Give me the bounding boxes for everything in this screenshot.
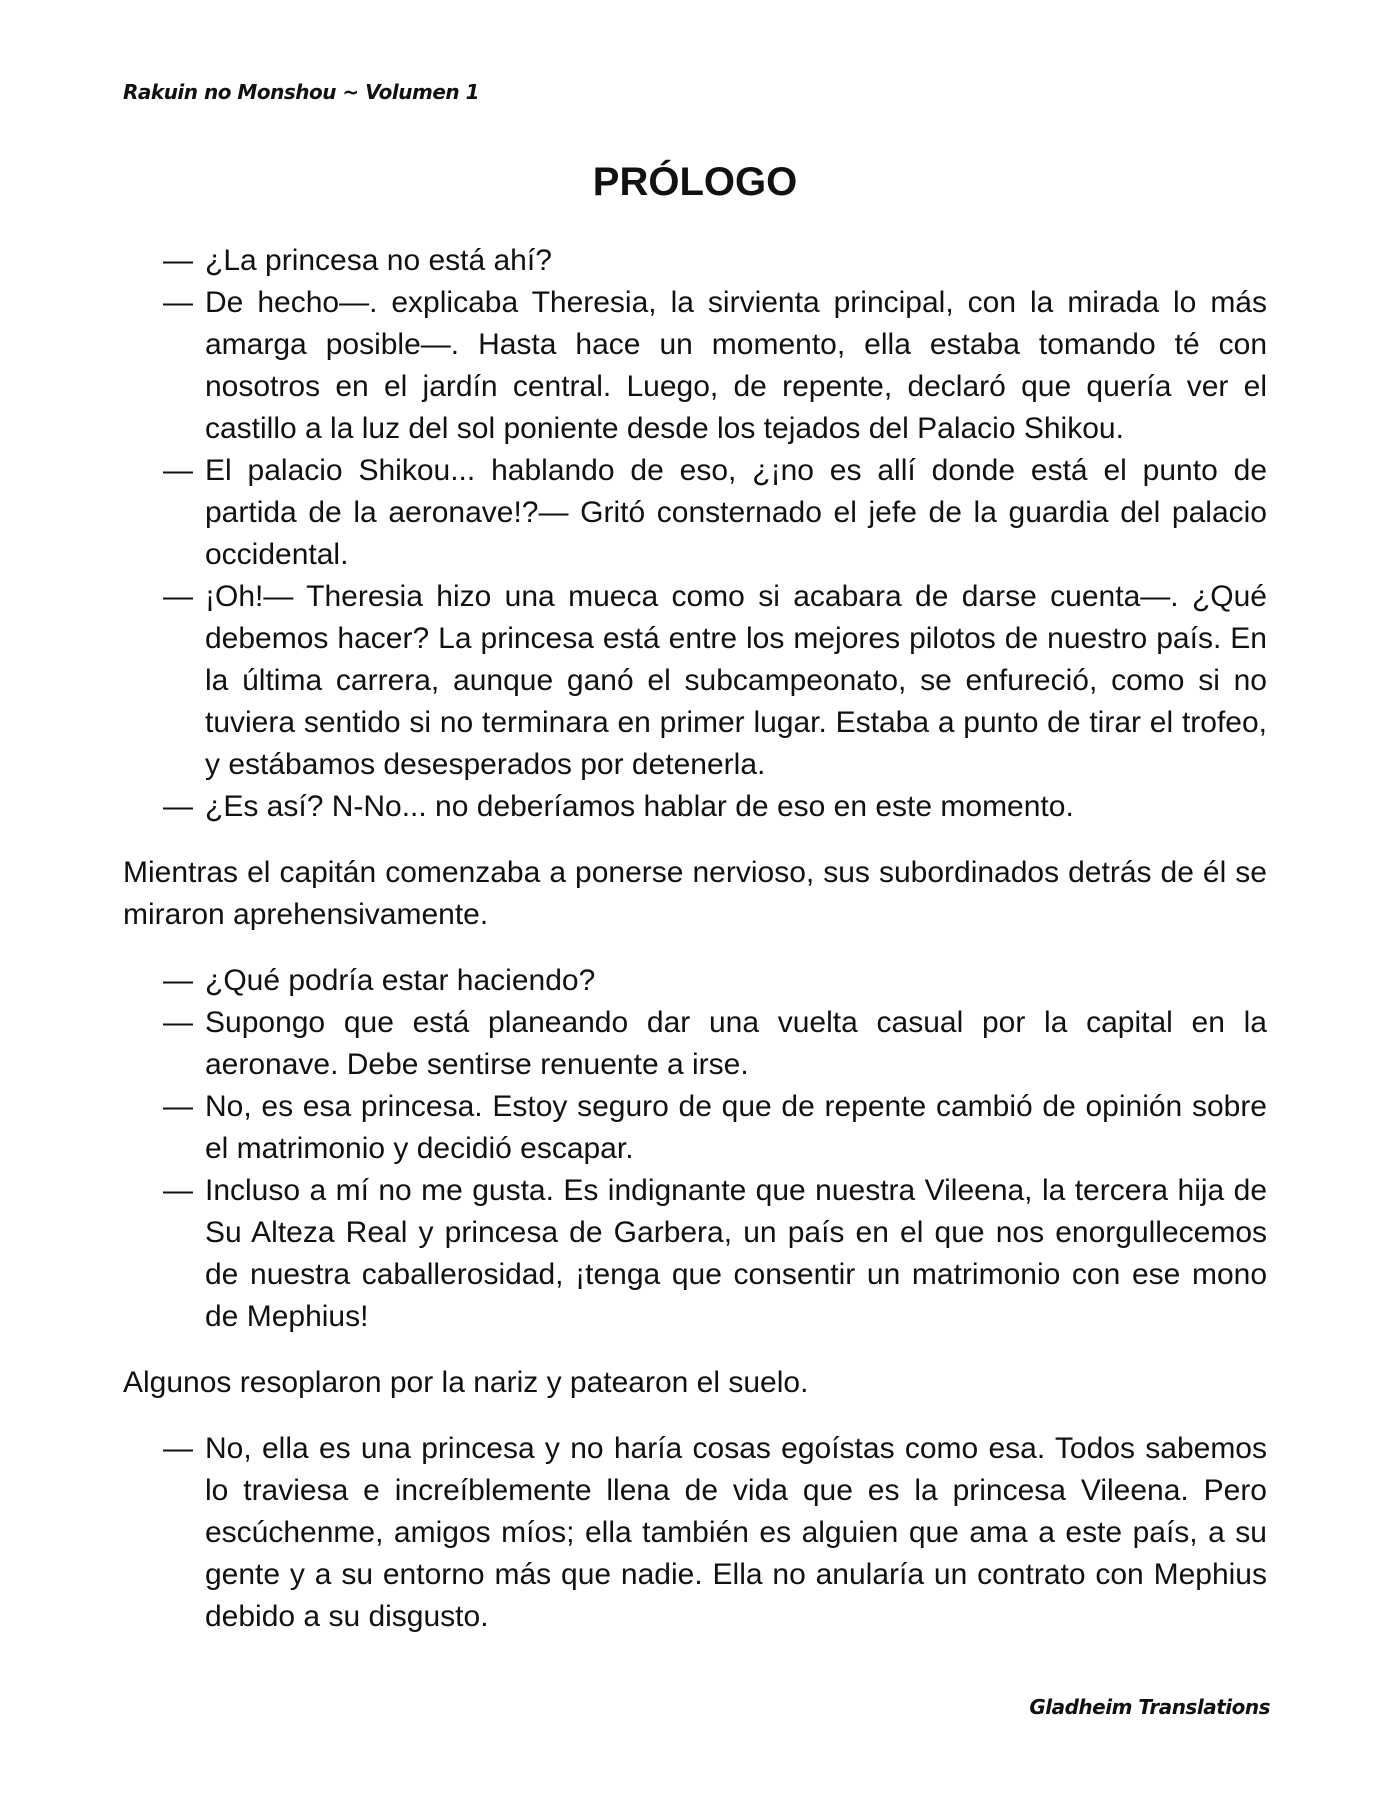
dialogue-line: — ¿Qué podría estar haciendo? [123, 960, 1267, 1002]
running-footer: Gladheim Translations [1029, 1695, 1270, 1719]
paragraph-gap [123, 828, 1267, 852]
paragraph-gap [123, 1338, 1267, 1362]
page-body [123, 240, 1267, 1638]
narration-paragraph: Mientras el capitán comenzaba a ponerse nervioso, sus subordinados detrás de él se miraron aprehensivamente. [123, 856, 1267, 931]
dialogue-dash: — [163, 1006, 193, 1039]
dialogue-line: — Supongo que está planeando dar una vuelta casual por la capital en la aeronave. Debe sentirse renuente a irse. [123, 1002, 1267, 1086]
narration-paragraph: Algunos resoplaron por la nariz y patearon el suelo. [123, 1366, 809, 1399]
dialogue-dash: — [163, 1174, 193, 1207]
dialogue-line: — El palacio Shikou... hablando de eso, ¿¡no es allí donde está el punto de partida de la aeronave!?— Gritó consternado el jefe de la guardia del palacio occidental. [123, 450, 1267, 576]
dialogue-line: — No, es esa princesa. Estoy seguro de que de repente cambió de opinión sobre el matrimonio y decidió escapar. [123, 1086, 1267, 1170]
dialogue-dash: — [163, 580, 193, 613]
dialogue-line: — De hecho—. explicaba Theresia, la sirvienta principal, con la mirada lo más amarga posible—. Hasta hace un momento, ella estaba tomando té con nosotros en el jardín central. Luego, de repente, declaró que quería ver el castillo a la luz del sol poniente desde los tejados del Palacio Shikou. [123, 282, 1267, 450]
paragraph-gap [123, 936, 1267, 960]
dialogue-dash: — [163, 244, 193, 277]
dialogue-dash: — [163, 1090, 193, 1123]
dialogue-line: — No, ella es una princesa y no haría cosas egoístas como esa. Todos sabemos lo traviesa e increíblemente llena de vida que es la princesa Vileena. Pero escúchenme, amigos míos; ella también es alguien que ama a este país, a su gente y a su entorno más que nadie. Ella no anularía un contrato con Mephius debido a su disgusto. [123, 1428, 1267, 1638]
dialogue-dash: — [163, 964, 193, 997]
dialogue-dash: — [163, 790, 193, 823]
running-header: Rakuin no Monshou ~ Volumen 1 [123, 80, 479, 104]
dialogue-line: — ¿Es así? N-No... no deberíamos hablar de eso en este momento. [123, 786, 1267, 828]
dialogue-dash: — [163, 1432, 193, 1465]
dialogue-dash: — [163, 454, 193, 487]
dialogue-line: — ¡Oh!— Theresia hizo una mueca como si acabara de darse cuenta—. ¿Qué debemos hacer? La princesa está entre los mejores pilotos de nuestro país. En la última carrera, aunque ganó el subcampeonato, se enfureció, como si no tuviera sentido si no terminara en primer lugar. Estaba a punto de tirar el trofeo, y estábamos desesperados por detenerla. [123, 576, 1267, 786]
chapter-title: PRÓLOGO [592, 160, 798, 204]
dialogue-line: — ¿La princesa no está ahí? [123, 240, 1267, 282]
dialogue-dash: — [163, 286, 193, 319]
paragraph-gap [123, 1404, 1267, 1428]
dialogue-line: — Incluso a mí no me gusta. Es indignante que nuestra Vileena, la tercera hija de Su Alteza Real y princesa de Garbera, un país en el que nos enorgullecemos de nuestra caballerosidad, ¡tenga que consentir un matrimonio con ese mono de Mephius! [123, 1170, 1267, 1338]
